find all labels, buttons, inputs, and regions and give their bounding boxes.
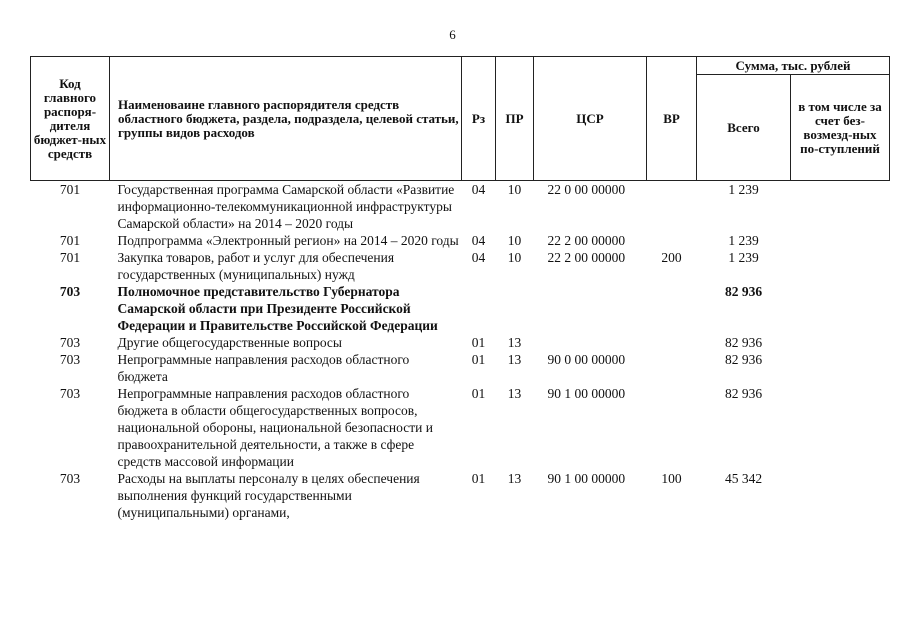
cell-csr — [534, 283, 647, 334]
cell-name: Государственная программа Самарской области «Развитие информационно-телекоммуникационной инфраструктуры Самарской области» на 2014 – 2020 годы — [117, 182, 455, 231]
header-rz: Рз — [462, 57, 496, 181]
cell-vr — [647, 232, 697, 249]
budget-table — [30, 56, 890, 521]
table-row — [31, 232, 890, 249]
cell-total: 82 936 — [724, 284, 763, 299]
cell-total: 1 239 — [728, 182, 759, 197]
cell-code: 701 — [59, 182, 81, 197]
table-row — [31, 181, 890, 233]
cell-total: 82 936 — [724, 386, 763, 401]
table-header — [31, 57, 890, 181]
cell-code: 701 — [59, 250, 81, 265]
cell-incl — [791, 283, 890, 334]
cell-rz: 04 — [471, 182, 486, 197]
table-row — [31, 351, 890, 385]
cell-vr — [647, 334, 697, 351]
cell-rz: 01 — [471, 471, 486, 486]
cell-rz: 01 — [471, 352, 486, 367]
cell-name: Подпрограмма «Электронный регион» на 2014 – 2020 годы — [117, 233, 459, 248]
cell-incl — [791, 385, 890, 470]
cell-rz: 04 — [471, 233, 486, 248]
cell-name: Непрограммные направления расходов областного бюджета в области общегосударственных вопросов, национальной обороны, национальной безопасности и правоохранительной деятельности, а также в сфере средств массовой информации — [117, 386, 433, 469]
table-body — [31, 181, 890, 522]
cell-incl — [791, 470, 890, 521]
cell-incl — [791, 334, 890, 351]
cell-vr: 100 — [661, 471, 682, 486]
cell-total: 45 342 — [724, 471, 763, 486]
cell-pr: 13 — [507, 471, 522, 486]
cell-incl — [791, 232, 890, 249]
header-incl: в том числе за счет без-возмезд-ных по-ступлений — [791, 75, 890, 181]
header-code: Код главного распоря-дителя бюджет-ных средств — [31, 57, 110, 181]
cell-csr: 90 0 00 00000 — [547, 352, 626, 367]
cell-vr — [647, 283, 697, 334]
cell-pr: 10 — [507, 233, 522, 248]
cell-csr: 22 2 00 00000 — [547, 250, 626, 265]
cell-incl — [791, 351, 890, 385]
cell-rz — [462, 283, 496, 334]
table-row — [31, 470, 890, 521]
cell-csr: 22 2 00 00000 — [547, 233, 626, 248]
cell-vr — [647, 385, 697, 470]
cell-name: Другие общегосударственные вопросы — [117, 335, 342, 350]
cell-code: 703 — [59, 335, 81, 350]
header-vr: ВР — [647, 57, 697, 181]
cell-code: 703 — [59, 352, 81, 367]
header-csr: ЦСР — [534, 57, 647, 181]
cell-code: 703 — [59, 386, 81, 401]
table-row — [31, 249, 890, 283]
cell-csr: 90 1 00 00000 — [547, 386, 626, 401]
cell-total: 82 936 — [724, 352, 763, 367]
cell-vr — [647, 351, 697, 385]
cell-name: Закупка товаров, работ и услуг для обеспечения государственных (муниципальных) нужд — [117, 250, 395, 282]
cell-pr: 13 — [507, 352, 522, 367]
page-number: 6 — [449, 27, 456, 42]
table-row — [31, 385, 890, 470]
cell-code: 703 — [59, 284, 81, 299]
cell-vr: 200 — [661, 250, 682, 265]
cell-pr: 10 — [507, 182, 522, 197]
cell-name: Полномочное представительство Губернатора Самарской области при Президенте Российской Федерации и Правительстве Российской Федерации — [117, 284, 438, 333]
cell-rz: 01 — [471, 335, 486, 350]
cell-pr — [496, 283, 534, 334]
header-total: Всего — [697, 75, 791, 181]
cell-code: 701 — [59, 233, 81, 248]
cell-csr — [534, 334, 647, 351]
header-sum: Сумма, тыс. рублей — [697, 57, 890, 75]
cell-code: 703 — [59, 471, 81, 486]
cell-rz: 01 — [471, 386, 486, 401]
cell-name: Непрограммные направления расходов областного бюджета — [117, 352, 410, 384]
table-row — [31, 283, 890, 334]
cell-incl — [791, 249, 890, 283]
cell-rz: 04 — [471, 250, 486, 265]
table-row — [31, 334, 890, 351]
cell-incl — [791, 181, 890, 233]
cell-pr: 13 — [507, 335, 522, 350]
cell-csr: 22 0 00 00000 — [547, 182, 626, 197]
cell-name: Расходы на выплаты персоналу в целях обеспечения выполнения функций государственными (муниципальными) органами, — [117, 471, 420, 520]
cell-pr: 13 — [507, 386, 522, 401]
cell-vr — [647, 181, 697, 233]
cell-csr: 90 1 00 00000 — [547, 471, 626, 486]
header-pr: ПР — [496, 57, 534, 181]
cell-pr: 10 — [507, 250, 522, 265]
cell-total: 82 936 — [724, 335, 763, 350]
cell-total: 1 239 — [728, 233, 759, 248]
header-name: Наименоваине главного распорядителя средств областного бюджета, раздела, подраздела, целевой статьи, группы видов расходов — [110, 57, 462, 181]
cell-total: 1 239 — [728, 250, 759, 265]
